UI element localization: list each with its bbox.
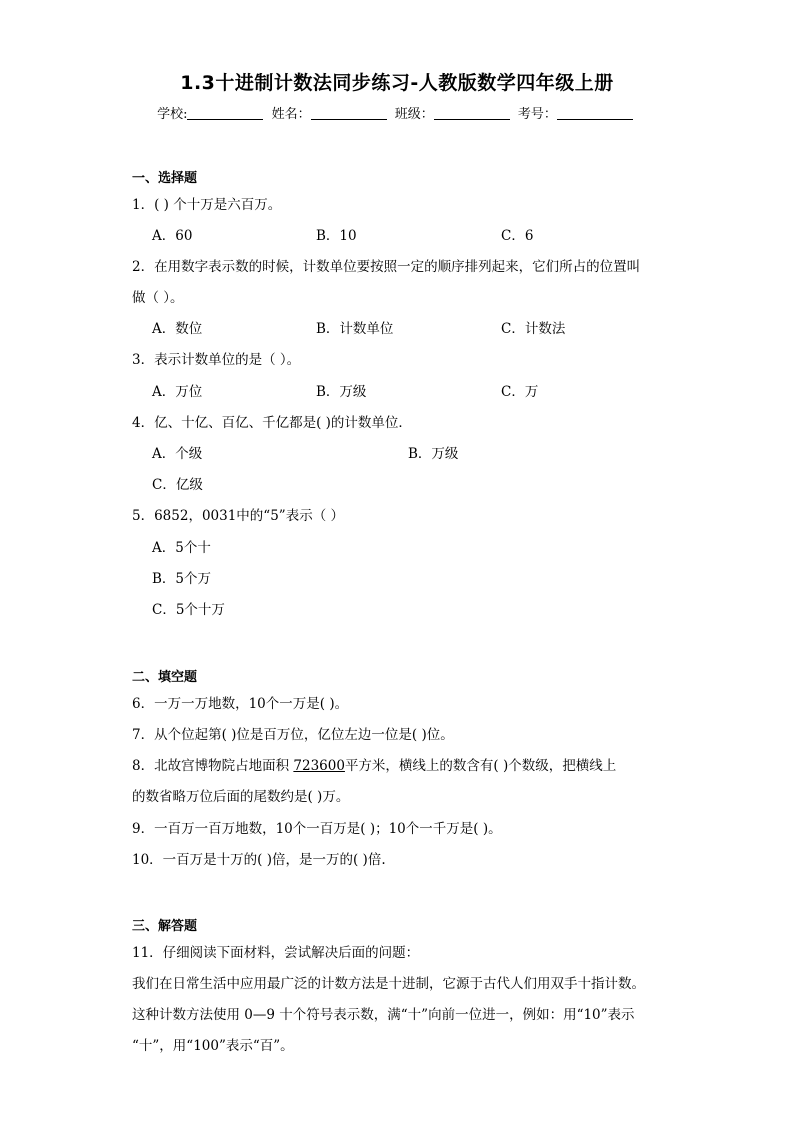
q4-option-c[interactable]: C．亿级 xyxy=(152,477,203,493)
q5-option-a[interactable]: A．5个十 xyxy=(152,540,211,556)
class-label: 班级： xyxy=(394,107,434,122)
q3-option-c[interactable]: C．万 xyxy=(501,384,539,400)
q1-option-b[interactable]: B．10 xyxy=(316,228,357,244)
question-10: 10．一百万是十万的( )倍，是一万的( )倍. xyxy=(132,852,386,868)
question-7: 7．从个位起第( )位是百万位，亿位左边一位是( )位。 xyxy=(132,727,454,743)
question-11: 11．仔细阅读下面材料，尝试解决后面的问题： xyxy=(132,945,420,961)
exam-label: 考号： xyxy=(517,107,557,122)
q4-option-a[interactable]: A．个级 xyxy=(152,446,203,462)
question-4: 4．亿、十亿、百亿、千亿都是( )的计数单位． xyxy=(132,415,412,431)
q2-option-a[interactable]: A．数位 xyxy=(152,321,203,337)
page-title: 1.3十进制计数法同步练习-人教版数学四年级上册 xyxy=(180,72,614,94)
q3-option-b[interactable]: B．万级 xyxy=(316,384,367,400)
q1-option-a[interactable]: A．60 xyxy=(152,228,193,244)
question-3: 3．表示计数单位的是（ ）。 xyxy=(132,352,301,368)
question-6: 6．一万一万地数，10个一万是( )。 xyxy=(132,696,349,712)
student-info-row xyxy=(0,103,794,122)
q2-option-b[interactable]: B．计数单位 xyxy=(316,321,394,337)
question-9: 9．一百万一百万地数，10个一百万是( )；10个一千万是( )。 xyxy=(132,821,502,837)
q4-option-b[interactable]: B．万级 xyxy=(408,446,459,462)
q8-suffix: 平方米，横线上的数含有( )个数级，把横线上 xyxy=(344,758,617,774)
exam-blank[interactable] xyxy=(557,105,633,120)
class-blank[interactable] xyxy=(434,105,510,120)
question-2-line2: 做（ ）。 xyxy=(132,290,184,306)
question-1: 1．( ) 个十万是六百万。 xyxy=(132,197,282,213)
q8-prefix: 8．北故宫博物院占地面积 xyxy=(132,758,294,774)
q5-option-b[interactable]: B．5个万 xyxy=(152,571,212,587)
q3-option-a[interactable]: A．万位 xyxy=(152,384,203,400)
school-blank[interactable] xyxy=(187,105,263,120)
question-8-line2: 的数省略万位后面的尾数约是( )万。 xyxy=(132,789,350,805)
section-heading-answer: 三、解答题 xyxy=(132,919,198,934)
school-label: 学校: xyxy=(157,107,188,122)
question-5: 5．6852，0031中的“5”表示（ ） xyxy=(132,508,344,524)
question-2-line1: 2．在用数字表示数的时候，计数单位要按照一定的顺序排列起来，它们所占的位置叫 xyxy=(132,259,641,275)
q1-option-c[interactable]: C．6 xyxy=(501,228,534,244)
name-blank[interactable] xyxy=(311,105,387,120)
q11-paragraph-2: 这种计数方法使用 0—9 十个符号表示数，满“十”向前一位进一，例如：用“10”表示 xyxy=(132,1007,635,1023)
name-label: 姓名： xyxy=(271,107,311,122)
q8-underlined-number: 723600 xyxy=(293,758,345,774)
section-heading-choice: 一、选择题 xyxy=(132,171,198,186)
section-heading-fill: 二、填空题 xyxy=(132,670,198,685)
q11-paragraph-3: “十”，用“100”表示“百”。 xyxy=(132,1038,294,1054)
q5-option-c[interactable]: C．5个十万 xyxy=(152,602,225,618)
q11-paragraph-1: 我们在日常生活中应用最广泛的计数方法是十进制，它源于古代人们用双手十指计数。 xyxy=(132,976,645,992)
question-8-line1 xyxy=(132,754,616,774)
q2-option-c[interactable]: C．计数法 xyxy=(501,321,566,337)
